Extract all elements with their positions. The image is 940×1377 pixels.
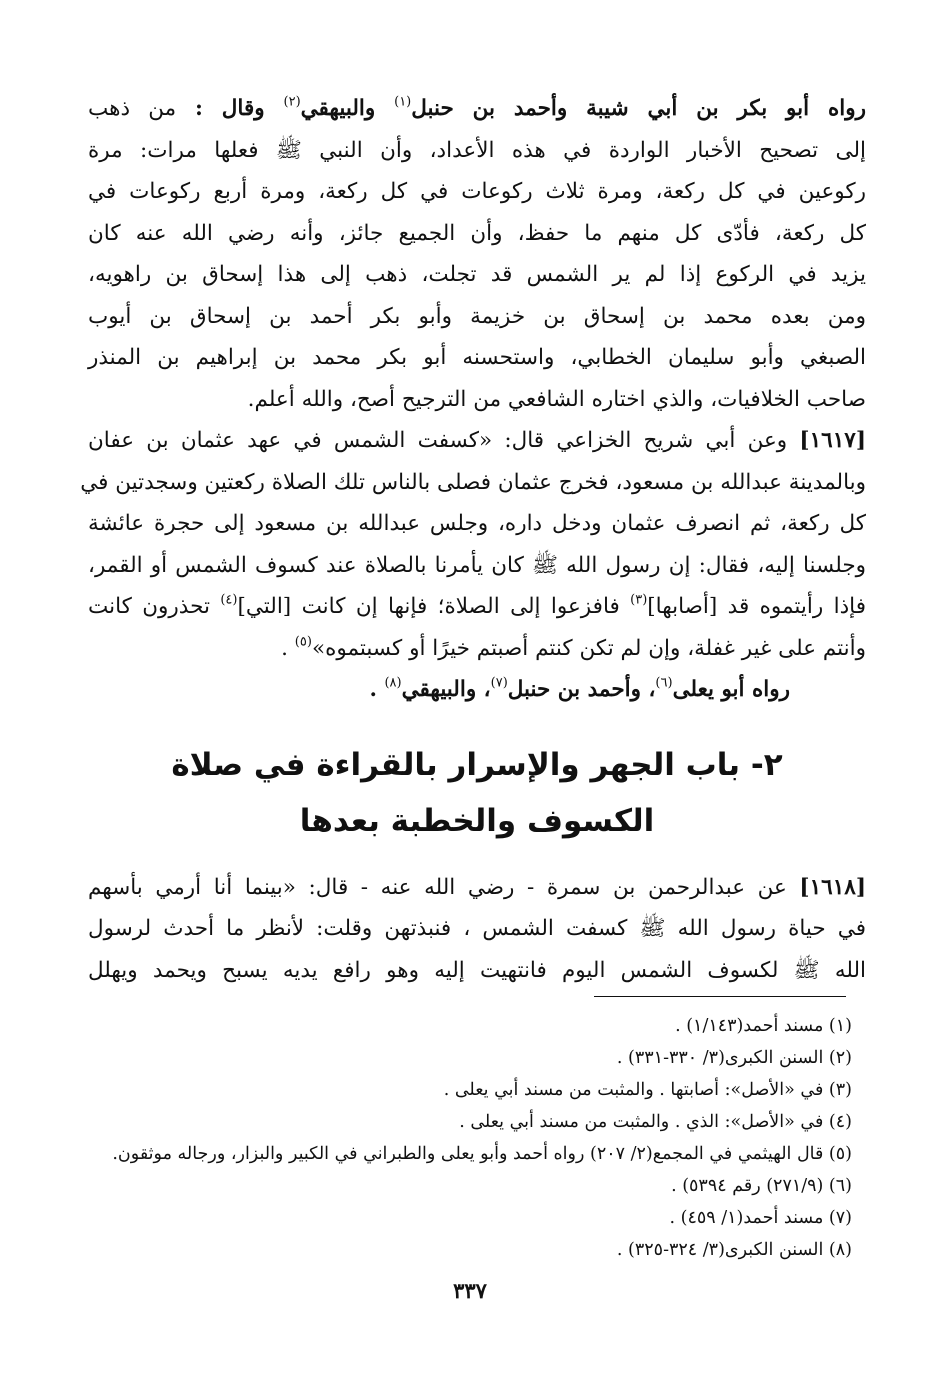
footnote-ref[interactable]: (٢)	[283, 94, 301, 110]
text-line	[88, 628, 866, 670]
page-body	[80, 88, 866, 991]
footnote-item: (٦) (٢٧١/٩) رقم ٥٣٩٤) .	[671, 1176, 852, 1196]
page-number: ٣٣٧	[453, 1278, 487, 1303]
text-fragment: وعن أبي شريح الخزاعي قال: «كسفت الشمس في عهد عثمان بن عفان	[88, 428, 800, 453]
text-line: صاحب الخلافيات، والذي اختاره الشافعي من الترجيح أصح، والله أعلم.	[247, 386, 866, 412]
text-line: الله ﷺ لكسوف الشمس اليوم فانتهيت إليه وهو رافع يديه يسبح ويحمد ويهلل	[88, 957, 866, 983]
narrator-chain: والبيهقي	[300, 96, 395, 121]
footnote-item: (٥) قال الهيثمي في المجمع(٢/ ٢٠٧) رواه أحمد وأبو يعلى والطبراني في الكبير والبزار، ورجاله موثقون.	[112, 1144, 852, 1164]
hadith-1617	[80, 420, 866, 669]
chapter-title-line: ٢- باب الجهر والإسرار بالقراءة في صلاة	[171, 746, 783, 783]
text-fragment: ، والبيهقي	[401, 677, 491, 702]
hadith-number: [١٦١٧]	[799, 428, 866, 453]
text-fragment: ، وأحمد بن حنبل	[507, 677, 656, 702]
text-line: ركوعين في كل ركعة، ومرة ثلاث ركوعات في كل ركعة، ومرة أربع ركوعات في	[88, 179, 866, 204]
footnote-ref[interactable]: (٦)	[655, 675, 673, 691]
footnote-ref[interactable]: (٤)	[220, 592, 238, 608]
footnote-ref[interactable]: (٨)	[384, 675, 402, 691]
text-fragment: من ذهب	[88, 96, 177, 121]
footnote-ref[interactable]: (٧)	[490, 675, 508, 691]
text-fragment: وقال :	[176, 96, 284, 121]
chapter-title-line: الكسوف والخطبة بعدها	[299, 802, 655, 839]
footnote-item: (١) مسند أحمد(١/١٤٣) .	[675, 1016, 852, 1036]
text-line: إلى تصحيح الأخبار الواردة في هذه الأعداد، وأن النبي ﷺ فعلها مرات: مرة	[88, 137, 866, 163]
text-line	[88, 586, 866, 628]
text-line: في حياة رسول الله ﷺ كسفت الشمس ، فنبذتهن وقلت: لأنظر ما أحدث لرسول	[88, 916, 866, 941]
text-line	[88, 867, 866, 909]
footnote-ref[interactable]: (٥)	[294, 633, 312, 649]
footnotes	[62, 1010, 852, 1266]
footnote-item: (٣) في «الأصل»: أصابتها . والمثبت من مسند أبي يعلى .	[443, 1080, 852, 1100]
text-line: كل ركعة، ثم انصرف عثمان ودخل داره، وجلس عبدالله بن مسعود إلى حجرة عائشة	[88, 511, 866, 536]
text-line	[88, 420, 866, 462]
continuation-paragraph	[88, 88, 866, 420]
text-fragment: .	[369, 677, 385, 702]
text-fragment: .	[281, 635, 295, 661]
hadith-number: [١٦١٨]	[799, 874, 866, 900]
text-fragment: فافزعوا إلى الصلاة؛ فإنها إن كانت [التي]	[237, 594, 631, 619]
text-line: كل ركعة، فأدّى كل منهم ما حفظ، وأن الجميع جائز، وأنه رضي الله عنه كان	[88, 220, 866, 246]
text-line: يزيد في الركوع إذا لم ير الشمس قد تجلت، ذهب إلى هذا إسحاق بن راهويه،	[88, 262, 866, 287]
text-fragment: فإذا رأيتموه قد [أصابها]	[647, 594, 866, 619]
text-fragment: رواه أبو يعلى	[672, 677, 790, 702]
text-fragment: عن عبدالرحمن بن سمرة - رضي الله عنه - قال: «بينما أنا أرمي بأسهم	[88, 874, 800, 900]
narrator-chain: رواه أبو بكر بن أبي شيبة وأحمد بن حنبل	[411, 96, 866, 121]
hadith-attribution	[88, 669, 866, 711]
footnote-item: (٤) في «الأصل»: الذي . والمثبت من مسند أبي يعلى .	[459, 1112, 852, 1132]
text-line: الصبغي وأبو سليمان الخطابي، واستحسنه أبو بكر محمد بن إبراهيم بن المنذر	[88, 345, 866, 370]
footnote-item: (٢) السنن الكبرى(٣/ ٣٣٠-٣٣١) .	[616, 1048, 852, 1068]
text-fragment: وأنتم على غير غفلة، وإن لم تكن كنتم أصبتم خيرًا أو كسبتموه»	[311, 635, 866, 661]
footnote-divider	[594, 996, 846, 997]
text-line: وبالمدينة عبدالله بن مسعود، فخرج عثمان فصلى بالناس تلك الصلاة ركعتين وسجدتين في	[80, 469, 866, 495]
footnote-ref[interactable]: (١)	[394, 94, 412, 110]
chapter-heading	[88, 737, 866, 849]
footnote-ref[interactable]: (٣)	[630, 592, 648, 608]
footnote-item: (٨) السنن الكبرى(٣/ ٣٢٤-٣٢٥) .	[616, 1240, 852, 1260]
text-line: وجلسنا إليه، فقال: إن رسول الله ﷺ كان يأمرنا بالصلاة عند كسوف الشمس أو القمر،	[88, 552, 866, 578]
text-fragment: تحذرون كانت	[88, 594, 221, 619]
hadith-1618	[88, 867, 866, 992]
text-line: ومن بعده محمد بن إسحاق بن خزيمة وأبو بكر أحمد بن إسحاق بن أيوب	[88, 303, 866, 329]
footnote-item: (٧) مسند أحمد(١/ ٤٥٩) .	[669, 1208, 852, 1228]
text-line	[88, 88, 866, 130]
